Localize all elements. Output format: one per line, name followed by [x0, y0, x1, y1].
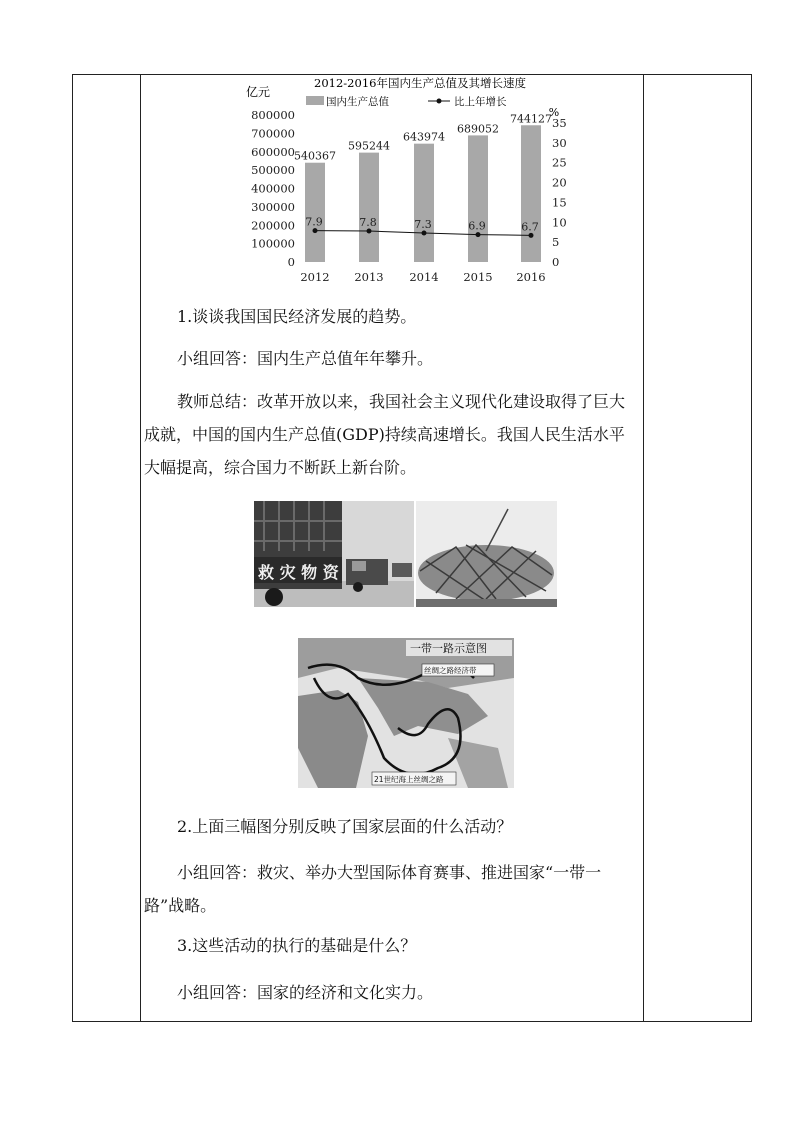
left-tick-label: 500000	[251, 163, 295, 178]
left-tick-label: 300000	[251, 199, 295, 214]
column-divider-right	[643, 75, 644, 1021]
chart-title: 2012-2016年国内生产总值及其增长速度	[314, 76, 526, 90]
growth-point	[313, 228, 318, 233]
left-tick-label: 400000	[251, 181, 295, 196]
x-tick-label: 2012	[300, 270, 330, 284]
growth-value-label: 7.8	[359, 216, 377, 230]
x-tick-label: 2014	[409, 270, 439, 284]
answer-3: 小组回答：国家的经济和文化实力。	[177, 983, 434, 1002]
right-tick-label: 10	[552, 215, 567, 230]
answer-1: 小组回答：国内生产总值年年攀升。	[177, 349, 434, 368]
growth-value-label: 6.9	[468, 219, 486, 233]
question-1: 1.谈谈我国国民经济发展的趋势。	[177, 307, 417, 326]
left-tick-label: 100000	[251, 236, 295, 251]
left-tick-label: 800000	[251, 108, 295, 122]
legend-line-label: 比上年增长	[454, 96, 507, 108]
right-tick-label: 25	[552, 155, 567, 170]
growth-point	[367, 229, 372, 234]
question-2: 2.上面三幅图分别反映了国家层面的什么活动？	[177, 817, 513, 836]
gdp-bar-label: 744127	[510, 112, 552, 126]
growth-point	[422, 230, 427, 235]
gdp-bar-label: 595244	[348, 139, 390, 153]
left-tick-label: 200000	[251, 218, 295, 233]
gdp-bar	[414, 144, 434, 262]
growth-value-label: 7.3	[414, 217, 432, 231]
answer-2: 小组回答：救灾、举办大型国际体育赛事、推进国家“一带一路”战略。	[144, 863, 602, 915]
map-title: 一带一路示意图	[410, 642, 487, 655]
right-tick-label: 20	[552, 175, 567, 190]
right-tick-label: 15	[552, 195, 567, 210]
legend-bar-swatch	[306, 96, 324, 105]
truck-banner-text: 救 灾 物 资	[258, 563, 339, 582]
gdp-bar-label: 643974	[403, 130, 445, 144]
growth-point	[529, 233, 534, 238]
left-tick-label: 600000	[251, 144, 295, 159]
gdp-chart	[238, 74, 570, 290]
x-tick-label: 2013	[354, 270, 384, 284]
gdp-bar	[305, 163, 325, 262]
right-tick-label: 0	[552, 255, 560, 269]
map-belt-label: 丝绸之路经济带	[424, 666, 477, 675]
legend-line-marker	[437, 99, 442, 104]
left-tick-label: 700000	[251, 126, 295, 141]
right-axis-ticks	[552, 116, 567, 269]
x-tick-label: 2016	[516, 270, 546, 284]
map-road-label: 21世纪海上丝绸之路	[374, 775, 444, 784]
gdp-bar	[521, 125, 541, 262]
y-axis-unit-right: %	[548, 106, 560, 119]
belt-and-road-map	[298, 638, 514, 788]
gdp-bar-label: 689052	[457, 122, 499, 136]
teacher-summary: 教师总结：改革开放以来，我国社会主义现代化建设取得了巨大成就，中国的国内生产总值(GDP)持续高速增长。我国人民生活水平大幅提高，综合国力不断跃上新台阶。	[144, 392, 626, 477]
gdp-bar	[468, 135, 488, 262]
x-axis-ticks	[300, 270, 545, 284]
gdp-bar-label: 540367	[294, 149, 336, 163]
legend-bar-label: 国内生产总值	[326, 96, 389, 108]
growth-value-label: 6.7	[521, 220, 539, 234]
x-tick-label: 2015	[463, 270, 493, 284]
gdp-bars	[305, 125, 541, 262]
growth-value-label: 7.9	[305, 215, 323, 229]
growth-point	[476, 232, 481, 237]
right-tick-label: 30	[552, 135, 567, 150]
left-axis-ticks	[251, 108, 295, 269]
gdp-bar	[359, 153, 379, 262]
disaster-relief-trucks-photo	[254, 501, 414, 607]
question-3: 3.这些活动的执行的基础是什么？	[177, 936, 417, 955]
right-tick-label: 35	[552, 115, 567, 130]
left-tick-label: 0	[287, 255, 295, 269]
right-tick-label: 5	[552, 235, 560, 250]
y-axis-unit-left: 亿元	[246, 85, 271, 99]
birds-nest-stadium-photo	[416, 501, 557, 607]
column-divider-left	[140, 75, 141, 1021]
